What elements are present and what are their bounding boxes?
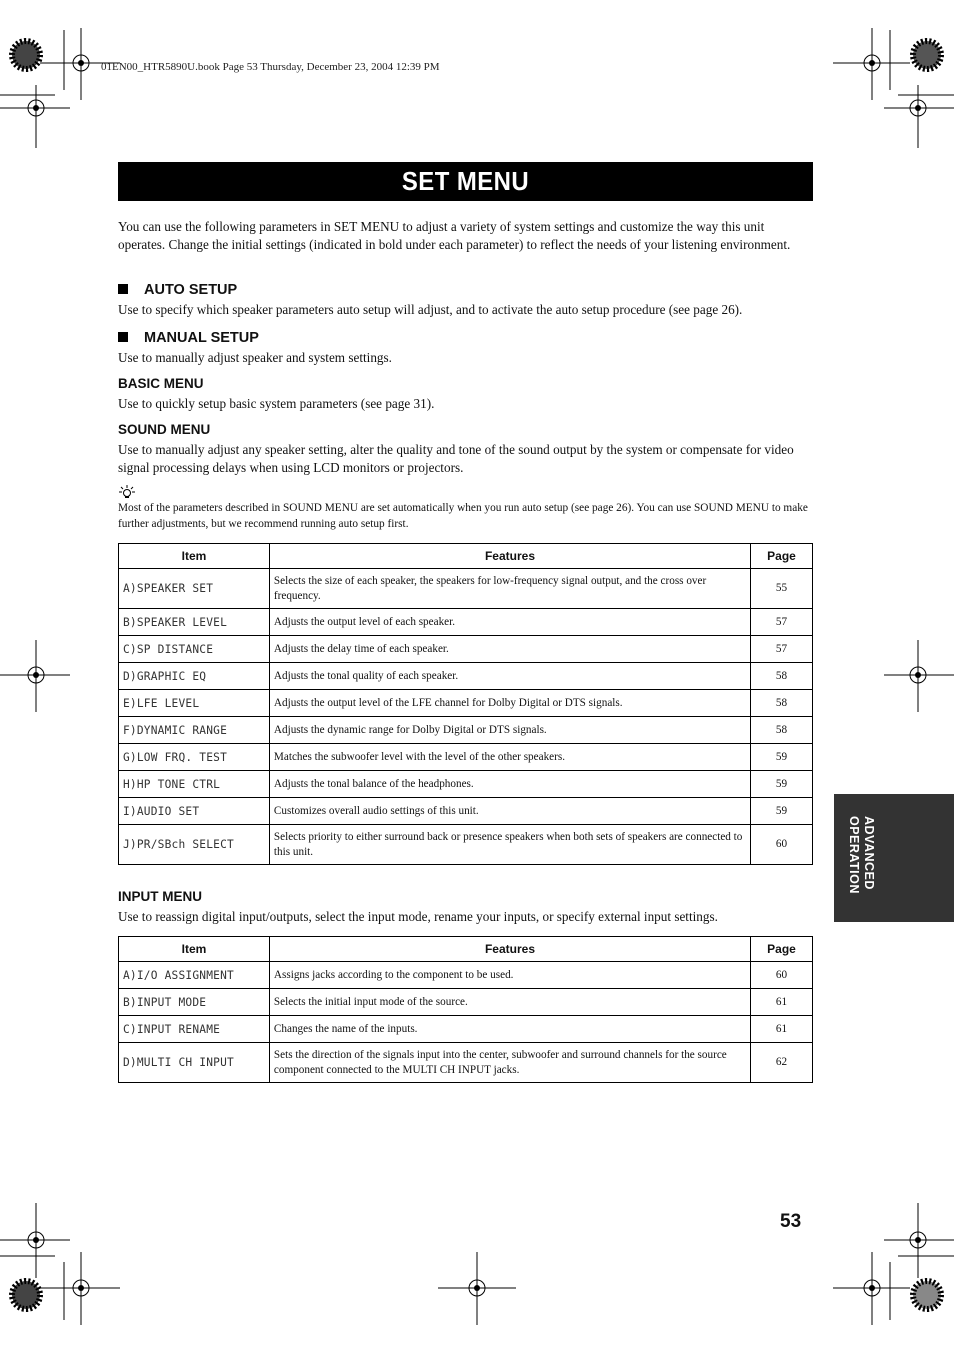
- features-cell: Adjusts the delay time of each speaker.: [269, 636, 750, 663]
- page-cell: 57: [751, 609, 813, 636]
- table-row: [119, 1016, 813, 1043]
- intro-paragraph: You can use the following parameters in SET MENU to adjust a variety of system settings and customize the way this unit operates. Change the initial settings (indicated in bold under each parameter) to reflect the needs of your listening environment.: [118, 219, 791, 252]
- column-header: Item: [119, 544, 270, 569]
- sound-menu-text: Use to manually adjust any speaker setting, alter the quality and tone of the sound output by the system or compensate for video signal processing delays when using LCD monitors or projectors.: [118, 442, 794, 475]
- table-row: [119, 771, 813, 798]
- page-cell: 58: [751, 717, 813, 744]
- column-header: Features: [269, 544, 750, 569]
- column-header: Features: [269, 937, 750, 962]
- features-cell: Matches the subwoofer level with the level of the other speakers.: [269, 744, 750, 771]
- manual-setup-heading: [118, 330, 259, 346]
- item-cell: F)DYNAMIC RANGE: [119, 717, 270, 744]
- item-cell: B)INPUT MODE: [119, 989, 270, 1016]
- item-cell: B)SPEAKER LEVEL: [119, 609, 270, 636]
- table-row: [119, 962, 813, 989]
- table-header-row: [119, 544, 813, 569]
- page-cell: 58: [751, 690, 813, 717]
- table-row: [119, 1043, 813, 1083]
- table-row: [119, 636, 813, 663]
- item-cell: H)HP TONE CTRL: [119, 771, 270, 798]
- side-tab-label: ADVANCED OPERATION: [847, 816, 876, 894]
- features-cell: Adjusts the tonal quality of each speaker.: [269, 663, 750, 690]
- auto-setup-text: Use to specify which speaker parameters auto setup will adjust, and to activate the auto setup procedure (see page 26).: [118, 302, 743, 317]
- features-cell: Assigns jacks according to the component to be used.: [269, 962, 750, 989]
- auto-setup-heading: [118, 282, 237, 298]
- item-cell: C)SP DISTANCE: [119, 636, 270, 663]
- item-cell: I)AUDIO SET: [119, 798, 270, 825]
- features-cell: Changes the name of the inputs.: [269, 1016, 750, 1043]
- table-row: [119, 569, 813, 609]
- column-header: Page: [751, 544, 813, 569]
- page-cell: 59: [751, 771, 813, 798]
- features-cell: Selects the initial input mode of the source.: [269, 989, 750, 1016]
- table-row: [119, 663, 813, 690]
- page-cell: 60: [751, 962, 813, 989]
- page-title: SET MENU: [401, 166, 530, 196]
- table-header-row: [119, 937, 813, 962]
- basic-menu-heading: BASIC MENU: [118, 376, 204, 391]
- sound-menu-table: [118, 543, 813, 865]
- column-header: Page: [751, 937, 813, 962]
- item-cell: A)SPEAKER SET: [119, 569, 270, 609]
- table-row: [119, 825, 813, 865]
- table-row: [119, 690, 813, 717]
- input-menu-table: [118, 936, 813, 1083]
- input-menu-text: Use to reassign digital input/outputs, select the input mode, rename your inputs, or specify external input settings.: [118, 909, 718, 924]
- page-cell: 59: [751, 798, 813, 825]
- features-cell: Selects the size of each speaker, the speakers for low-frequency signal output, and the cross over frequency.: [269, 569, 750, 609]
- item-cell: G)LOW FRQ. TEST: [119, 744, 270, 771]
- page-cell: 59: [751, 744, 813, 771]
- table-row: [119, 989, 813, 1016]
- item-cell: A)I/O ASSIGNMENT: [119, 962, 270, 989]
- square-bullet-icon: [118, 284, 128, 294]
- page-cell: 55: [751, 569, 813, 609]
- features-cell: Adjusts the output level of each speaker.: [269, 609, 750, 636]
- item-cell: J)PR/SBch SELECT: [119, 825, 270, 865]
- table-row: [119, 744, 813, 771]
- page-cell: 61: [751, 989, 813, 1016]
- sound-menu-heading: SOUND MENU: [118, 422, 211, 437]
- tip-lightbulb-icon: [118, 484, 136, 498]
- features-cell: Selects priority to either surround back or presence speakers when both sets of speakers are connected to this unit.: [269, 825, 750, 865]
- manual-setup-text: Use to manually adjust speaker and system settings.: [118, 350, 392, 365]
- auto-setup-heading-text: AUTO SETUP: [144, 282, 238, 298]
- book-header-line: 01EN00_HTR5890U.book Page 53 Thursday, December 23, 2004 12:39 PM: [101, 61, 440, 73]
- basic-menu-text: Use to quickly setup basic system parameters (see page 31).: [118, 396, 435, 411]
- item-cell: E)LFE LEVEL: [119, 690, 270, 717]
- features-cell: Adjusts the tonal balance of the headphones.: [269, 771, 750, 798]
- features-cell: Adjusts the dynamic range for Dolby Digital or DTS signals.: [269, 717, 750, 744]
- features-cell: Sets the direction of the signals input into the center, subwoofer and surround channels for the source component connected to the MULTI CH INPUT jacks.: [269, 1043, 750, 1083]
- page-title-bar: [118, 162, 813, 201]
- item-cell: D)MULTI CH INPUT: [119, 1043, 270, 1083]
- page-cell: 58: [751, 663, 813, 690]
- page-cell: 62: [751, 1043, 813, 1083]
- section-side-tab: [834, 794, 954, 922]
- column-header: Item: [119, 937, 270, 962]
- table-row: [119, 798, 813, 825]
- item-cell: D)GRAPHIC EQ: [119, 663, 270, 690]
- table-row: [119, 609, 813, 636]
- square-bullet-icon: [118, 332, 128, 342]
- page-cell: 61: [751, 1016, 813, 1043]
- table-row: [119, 717, 813, 744]
- page-number: 53: [780, 1211, 802, 1232]
- input-menu-heading: INPUT MENU: [118, 889, 202, 904]
- features-cell: Adjusts the output level of the LFE channel for Dolby Digital or DTS signals.: [269, 690, 750, 717]
- manual-setup-heading-text: MANUAL SETUP: [144, 330, 259, 346]
- features-cell: Customizes overall audio settings of this unit.: [269, 798, 750, 825]
- page-cell: 60: [751, 825, 813, 865]
- page-cell: 57: [751, 636, 813, 663]
- sound-menu-note: Most of the parameters described in SOUND MENU are set automatically when you run auto setup (see page 26). You can use SOUND MENU to make further adjustments, but we recommend running auto setup first.: [118, 502, 808, 530]
- item-cell: C)INPUT RENAME: [119, 1016, 270, 1043]
